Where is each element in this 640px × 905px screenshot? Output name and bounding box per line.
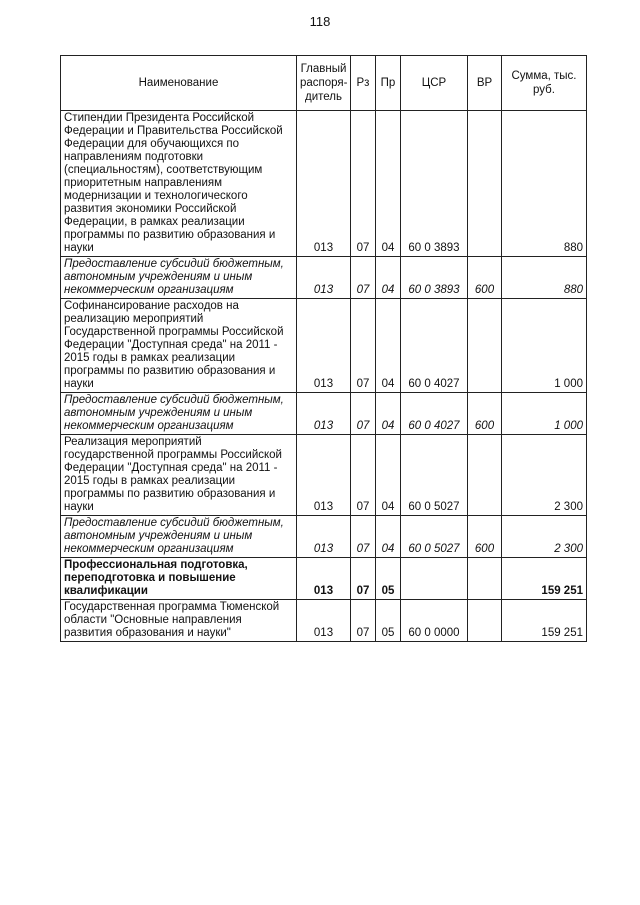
header-grbs: Главный распоря-дитель — [297, 56, 351, 111]
cell-vr: 600 — [468, 257, 502, 299]
cell-vr — [468, 435, 502, 516]
cell-pr: 04 — [376, 393, 401, 435]
cell-pr: 05 — [376, 558, 401, 600]
table-row — [61, 600, 587, 642]
cell-grbs: 013 — [297, 600, 351, 642]
cell-sum: 880 — [502, 257, 587, 299]
cell-grbs: 013 — [297, 111, 351, 257]
cell-vr — [468, 111, 502, 257]
cell-rz: 07 — [351, 393, 376, 435]
cell-grbs: 013 — [297, 435, 351, 516]
cell-rz: 07 — [351, 111, 376, 257]
cell-pr: 04 — [376, 299, 401, 393]
header-pr: Пр — [376, 56, 401, 111]
cell-name: Стипендии Президента Российской Федерации и Правительства Российской Федерации для обучающихся по направлениям подготовки (специальностям), соответствующим приоритетным направлениям модернизации и технологического развития экономики Российской Федерации, в рамках реализации программы по развитию образования и науки — [61, 111, 297, 257]
cell-rz: 07 — [351, 257, 376, 299]
cell-csr: 60 0 4027 — [401, 299, 468, 393]
cell-name: Государственная программа Тюменской области "Основные направления развития образования и науки" — [61, 600, 297, 642]
cell-rz: 07 — [351, 558, 376, 600]
cell-rz: 07 — [351, 516, 376, 558]
header-rz: Рз — [351, 56, 376, 111]
cell-sum: 880 — [502, 111, 587, 257]
cell-csr: 60 0 5027 — [401, 516, 468, 558]
cell-sum: 159 251 — [502, 558, 587, 600]
cell-sum: 1 000 — [502, 393, 587, 435]
cell-grbs: 013 — [297, 299, 351, 393]
table-row — [61, 257, 587, 299]
cell-csr: 60 0 4027 — [401, 393, 468, 435]
cell-pr: 04 — [376, 435, 401, 516]
cell-pr: 04 — [376, 111, 401, 257]
cell-sum: 2 300 — [502, 435, 587, 516]
budget-table — [60, 55, 587, 642]
cell-pr: 05 — [376, 600, 401, 642]
cell-vr — [468, 600, 502, 642]
header-vr: ВР — [468, 56, 502, 111]
cell-pr: 04 — [376, 516, 401, 558]
cell-vr — [468, 558, 502, 600]
cell-name: Предоставление субсидий бюджетным, автономным учреждениям и иным некоммерческим организациям — [61, 257, 297, 299]
table-header-row — [61, 56, 587, 111]
cell-vr: 600 — [468, 393, 502, 435]
cell-name: Реализация мероприятий государственной программы Российской Федерации "Доступная среда" на 2011 - 2015 годы в рамках реализации программы по развитию образования и науки — [61, 435, 297, 516]
cell-pr: 04 — [376, 257, 401, 299]
table-row — [61, 558, 587, 600]
table-row — [61, 393, 587, 435]
table-row — [61, 516, 587, 558]
table-row — [61, 435, 587, 516]
cell-vr — [468, 299, 502, 393]
table-body — [61, 111, 587, 642]
header-sum: Сумма, тыс. руб. — [502, 56, 587, 111]
cell-grbs: 013 — [297, 516, 351, 558]
cell-csr: 60 0 0000 — [401, 600, 468, 642]
cell-grbs: 013 — [297, 558, 351, 600]
cell-csr: 60 0 3893 — [401, 111, 468, 257]
header-name: Наименование — [61, 56, 297, 111]
cell-name: Предоставление субсидий бюджетным, автономным учреждениям и иным некоммерческим организациям — [61, 516, 297, 558]
cell-csr: 60 0 5027 — [401, 435, 468, 516]
table-row — [61, 299, 587, 393]
cell-sum: 2 300 — [502, 516, 587, 558]
cell-csr: 60 0 3893 — [401, 257, 468, 299]
page-number: 118 — [309, 14, 331, 29]
table-row — [61, 111, 587, 257]
cell-sum: 1 000 — [502, 299, 587, 393]
cell-rz: 07 — [351, 600, 376, 642]
cell-vr: 600 — [468, 516, 502, 558]
cell-name: Софинансирование расходов на реализацию мероприятий Государственной программы Российской Федерации "Доступная среда" на 2011 - 2015 годы в рамках реализации программы по развитию образования и науки — [61, 299, 297, 393]
cell-sum: 159 251 — [502, 600, 587, 642]
cell-name: Предоставление субсидий бюджетным, автономным учреждениям и иным некоммерческим организациям — [61, 393, 297, 435]
cell-grbs: 013 — [297, 393, 351, 435]
cell-grbs: 013 — [297, 257, 351, 299]
header-csr: ЦСР — [401, 56, 468, 111]
cell-name: Профессиональная подготовка, переподготовка и повышение квалификации — [61, 558, 297, 600]
cell-csr — [401, 558, 468, 600]
cell-rz: 07 — [351, 299, 376, 393]
cell-rz: 07 — [351, 435, 376, 516]
